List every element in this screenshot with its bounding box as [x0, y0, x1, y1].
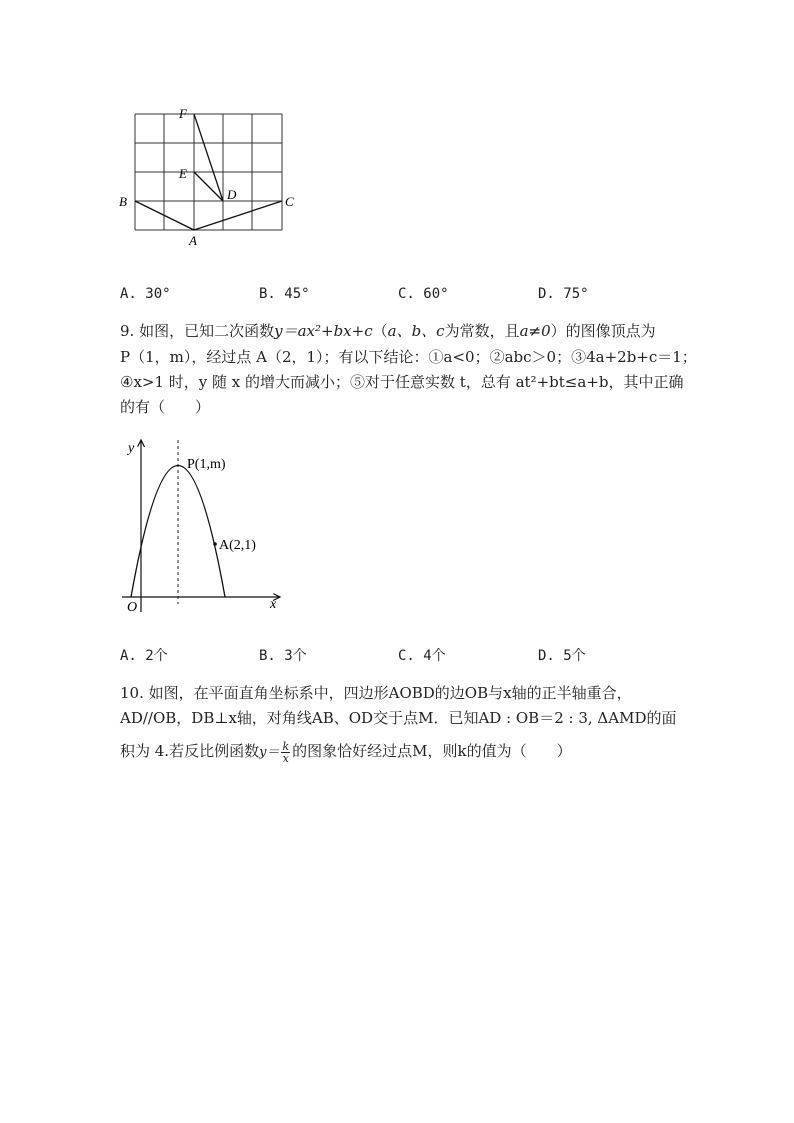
q10-line-1: 10. 如图，在平面直角坐标系中，四边形AOBD的边OB与x轴的正半轴重合，: [120, 684, 632, 702]
q9-condition: a≠0: [519, 322, 551, 340]
q10-text: 积为 4.若反比例函数: [120, 742, 260, 760]
parabola-figure-q9: [110, 430, 290, 620]
q10-text: 的图象恰好经过点M，则k的值为（ ）: [292, 742, 572, 760]
label-C: C: [285, 194, 294, 209]
q9-expression: y＝ax²+bx+c: [274, 322, 373, 340]
q10-line-3: [120, 740, 572, 764]
q9-line-1: [120, 320, 656, 342]
option-a: A. 30°: [120, 286, 171, 302]
vertex-label: P(1,m): [187, 457, 226, 472]
grid-lines: [135, 114, 282, 230]
x-axis-label: x: [270, 597, 277, 612]
fraction-denominator: x: [282, 751, 289, 765]
q9-constants: a、b、c: [387, 322, 445, 340]
q9-text: 如图，已知二次函数: [139, 322, 275, 340]
q9-line-3: ④x>1 时，y 随 x 的增大而减小；⑤对于任意实数 t，总有 at²+bt≤a+b，其中正确: [120, 373, 684, 391]
q10-line-2: AD//OB，DB⊥x轴，对角线AB、OD交于点M．已知AD : OB＝2 : 3, ΔAMD的面: [120, 709, 677, 727]
q9-line-4: 的有（ ）: [120, 398, 211, 416]
q10-function-y: y＝: [259, 745, 280, 760]
q9-text: 为常数，且: [444, 322, 520, 340]
option-d: D. 5个: [538, 648, 586, 664]
option-c: C. 60°: [398, 286, 449, 302]
option-b: B. 45°: [259, 286, 310, 302]
y-axis-label: y: [128, 441, 135, 456]
label-A: A: [189, 233, 197, 248]
label-B: B: [119, 194, 127, 209]
origin-label: O: [127, 600, 138, 615]
q10-fraction: [281, 741, 290, 764]
q9-line-2: P（1，m），经过点 A（2，1）；有以下结论：①a<0；②abc＞0；③4a+2b+c＝1；: [120, 348, 697, 366]
label-F: F: [179, 106, 187, 121]
q9-text: （: [372, 322, 388, 340]
point-A-label: A(2,1): [219, 538, 256, 553]
point-A: [213, 542, 217, 546]
option-c: C. 4个: [398, 648, 446, 664]
fraction-numerator: k: [282, 739, 290, 753]
q9-text: ）的图像顶点为: [550, 322, 656, 340]
option-b: B. 3个: [259, 648, 307, 664]
option-a: A. 2个: [120, 648, 168, 664]
label-D: D: [227, 187, 237, 202]
option-d: D. 75°: [538, 286, 589, 302]
q9-number: 9.: [120, 322, 135, 340]
grid-figure-q8: [110, 100, 310, 250]
label-E: E: [179, 166, 187, 181]
